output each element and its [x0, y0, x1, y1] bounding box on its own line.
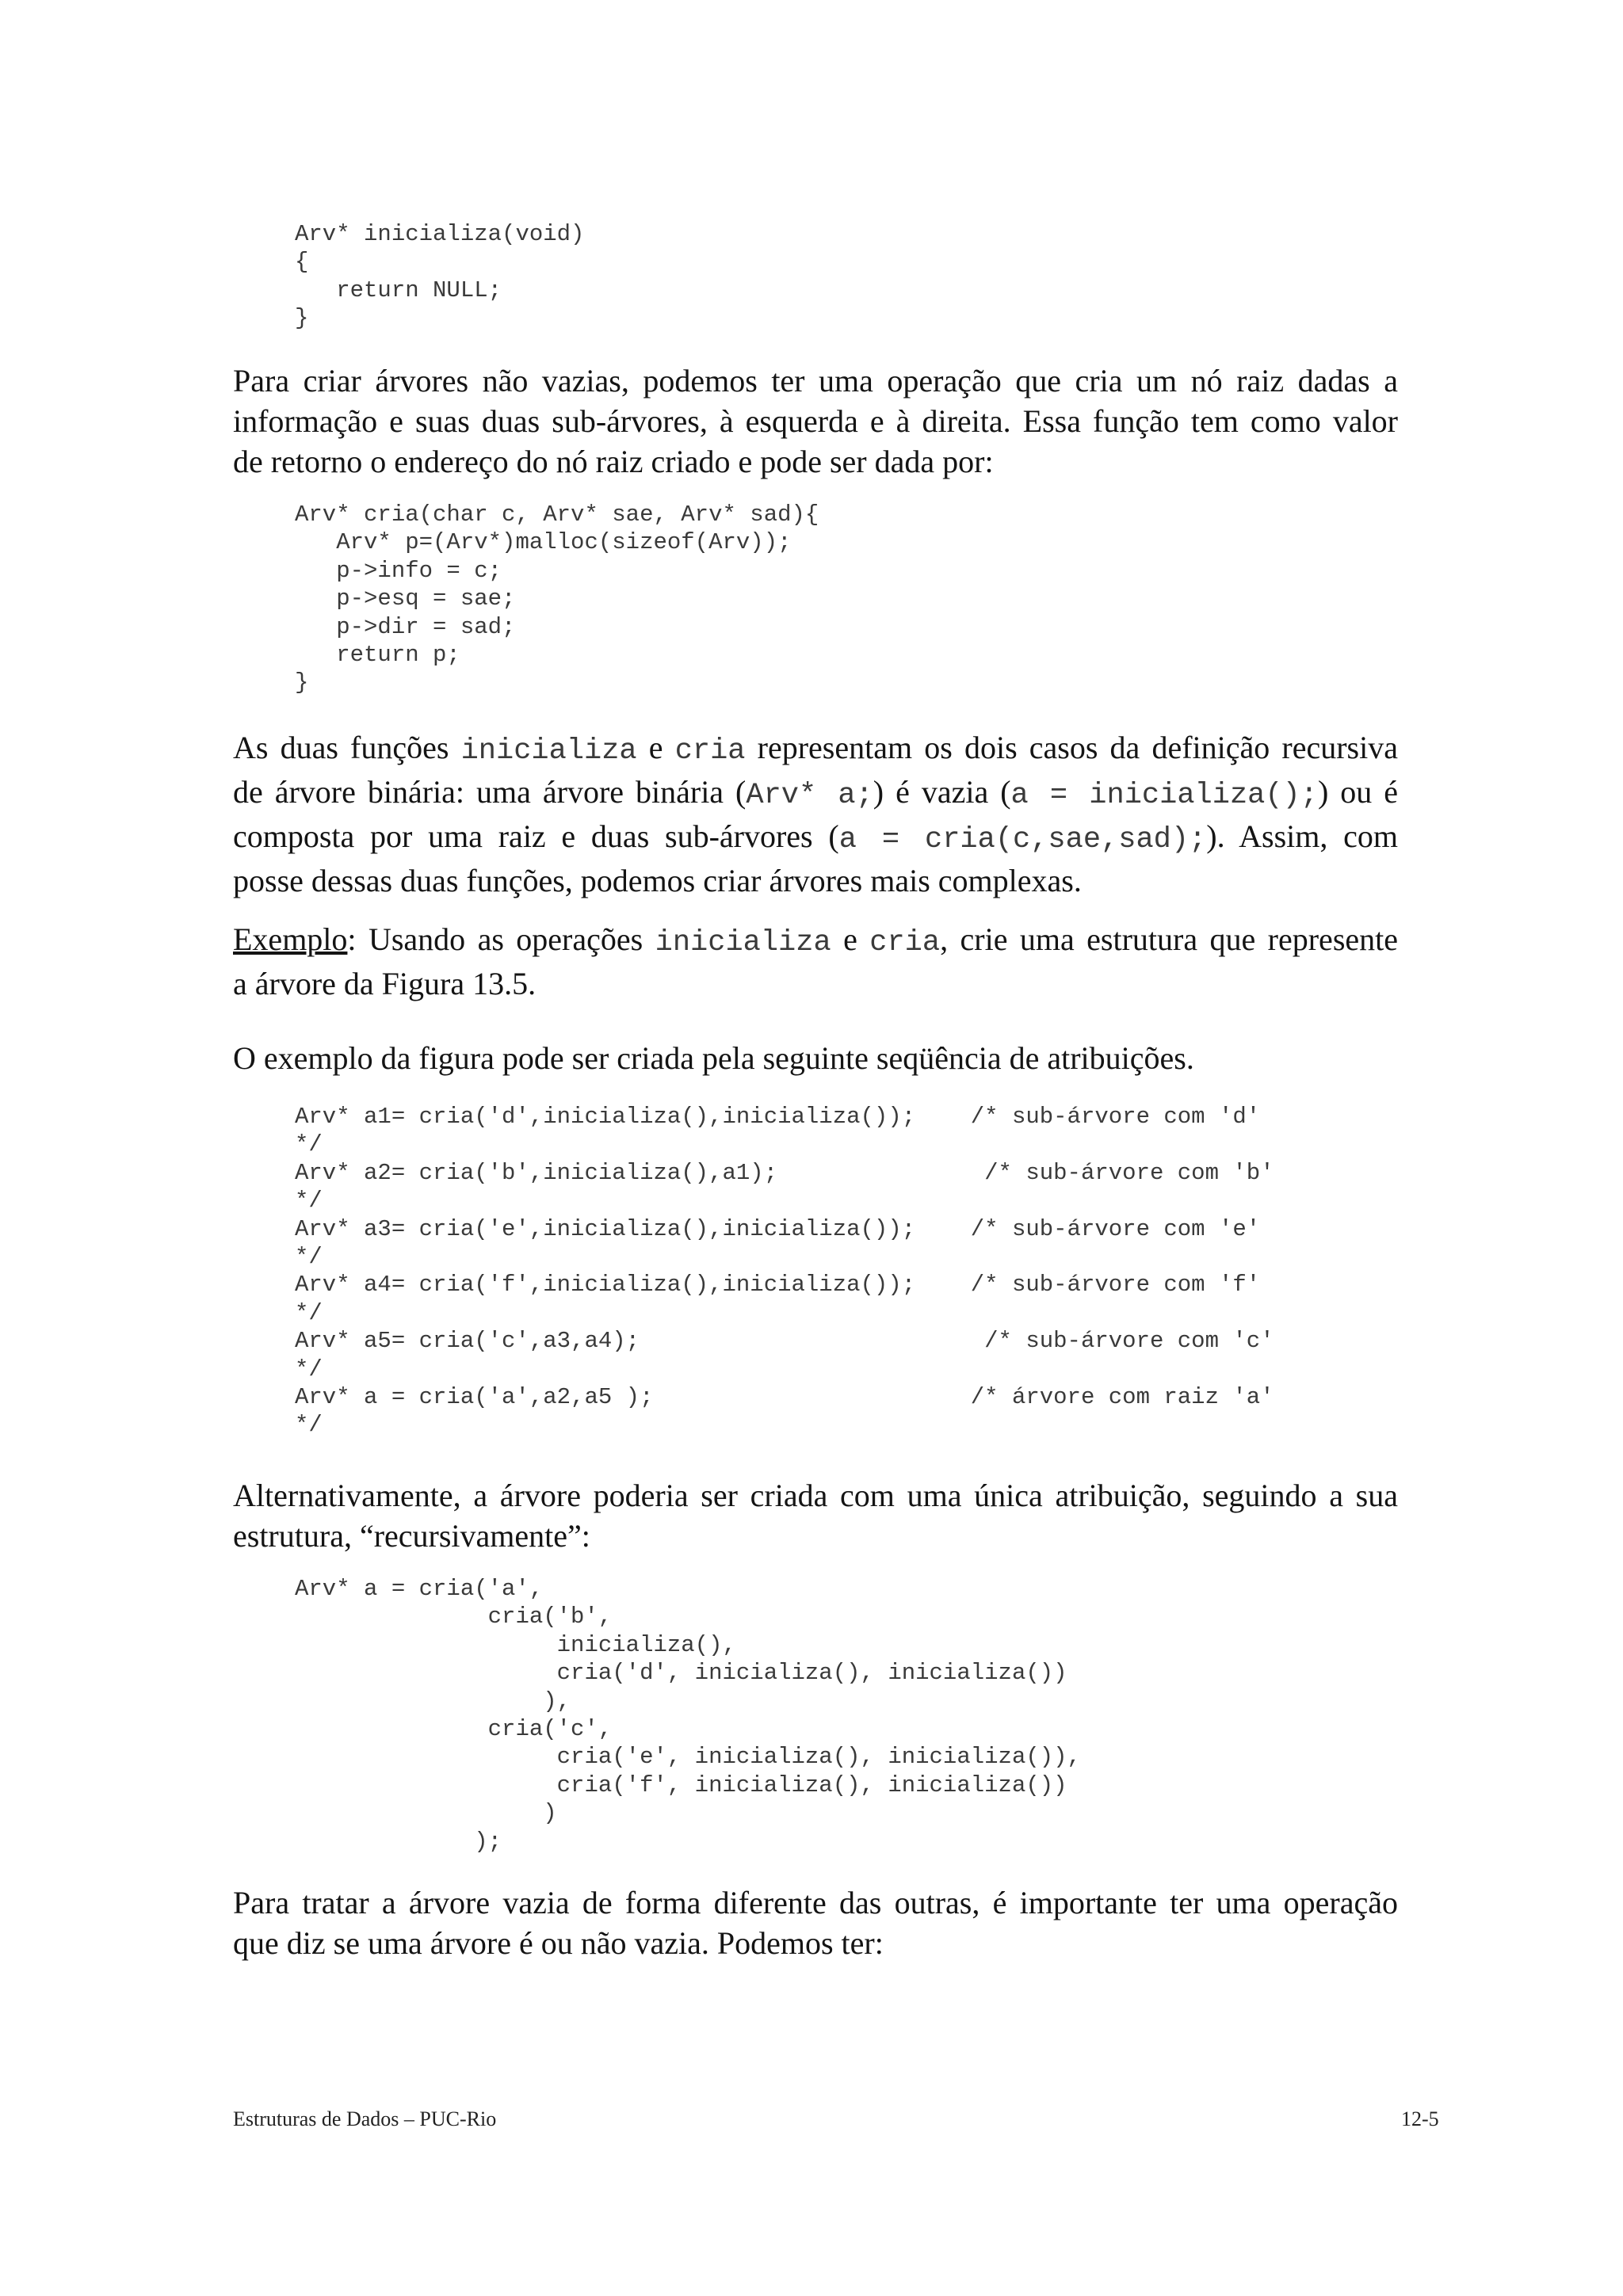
paragraph-line [233, 727, 1398, 772]
text-run: As duas funções [233, 730, 461, 765]
exemplo-label: Exemplo [233, 921, 348, 957]
text-run: : Usando as operações [347, 921, 655, 957]
paragraph-line: que diz se uma árvore é ou não vazia. Podemos ter: [233, 1925, 884, 1961]
paragraph-alternativamente [233, 1475, 1398, 1556]
paragraph-line: informação e suas duas sub-árvores, à esquerda e à direita. Essa função tem como valor [233, 403, 1398, 439]
paragraph-sequencia [233, 1038, 1398, 1078]
paragraph-duas-funcoes [233, 727, 1398, 901]
text-run: e [831, 921, 870, 957]
paragraph-line [233, 919, 1398, 963]
text-run: de árvore binária: uma árvore binária ( [233, 774, 747, 810]
inline-code: inicializa [460, 734, 637, 768]
text-run: ) ou é [1317, 774, 1399, 810]
paragraph-line: a árvore da Figura 13.5. [233, 966, 537, 1001]
paragraph-line: posse dessas duas funções, podemos criar árvores mais complexas. [233, 863, 1082, 898]
footer-title: Estruturas de Dados – PUC-Rio [233, 2107, 497, 2130]
paragraph-line: Alternativamente, a árvore poderia ser criada com uma única atribuição, seguindo a sua [233, 1478, 1398, 1513]
code-block-cria: Arv* cria(char c, Arv* sae, Arv* sad){ Arv* p=(Arv*)malloc(sizeof(Arv)); p->info = c; p->esq = sae; p->dir = sad; return p; } [295, 502, 819, 696]
text-run: ). Assim, com [1206, 818, 1398, 854]
text-run: ) é vazia ( [873, 774, 1011, 810]
inline-code: Arv* a; [746, 779, 873, 812]
paragraph-line: estrutura, “recursivamente”: [233, 1518, 590, 1554]
inline-code: cria [674, 734, 746, 768]
inline-code: cria [869, 926, 941, 959]
paragraph-line: Para criar árvores não vazias, podemos ter uma operação que cria um nó raiz dadas a [233, 363, 1398, 399]
paragraph-line [233, 772, 1398, 816]
text-run: , crie uma estrutura que represente [940, 921, 1399, 957]
text-run: composta por uma raiz e duas sub-árvores ( [233, 818, 839, 854]
paragraph-exemplo [233, 919, 1398, 1004]
paragraph-line: Para tratar a árvore vazia de forma diferente das outras, é importante ter uma operação [233, 1885, 1398, 1920]
paragraph-line: de retorno o endereço do nó raiz criado e pode ser dada por: [233, 444, 994, 479]
paragraph-arvore-vazia [233, 1882, 1398, 1963]
paragraph-criar-arvores [233, 360, 1398, 482]
paragraph-line: O exemplo da figura pode ser criada pela seguinte seqüência de atribuições. [233, 1040, 1194, 1076]
inline-code: inicializa [655, 926, 831, 959]
inline-code: a = cria(c,sae,sad); [838, 823, 1207, 856]
code-block-inicializa: Arv* inicializa(void) { return NULL; } [295, 221, 585, 332]
inline-code: a = inicializa(); [1010, 779, 1318, 812]
text-run: representam os dois casos da definição recursiva [745, 730, 1398, 765]
code-block-recursivo: Arv* a = cria('a', cria('b', inicializa(), cria('d', inicializa(), inicializa()) ), cria('c', cria('e', inicializa(), inicializa()), cria('f', inicializa(), inicializa()) ) ); [295, 1576, 1081, 1855]
code-block-atribuicoes: Arv* a1= cria('d',inicializa(),inicializa()); /* sub-árvore com 'd' */ Arv* a2= cria('b',inicializa(),a1); /* sub-árvore com 'b' */ Arv* a3= cria('e',inicializa(),inicializa()); /* sub-árvore com 'e' */ Arv* a4= cria('f',inicializa(),inicializa()); /* sub-árvore com 'f' */ Arv* a5= cria('c',a3,a4); /* sub-árvore com 'c' */ Arv* a = cria('a',a2,a5 ); /* árvore com raiz 'a' */ [295, 1104, 1274, 1439]
paragraph-line [233, 816, 1398, 860]
text-run: e [636, 730, 675, 765]
page-number: 12-5 [1401, 2107, 1439, 2130]
